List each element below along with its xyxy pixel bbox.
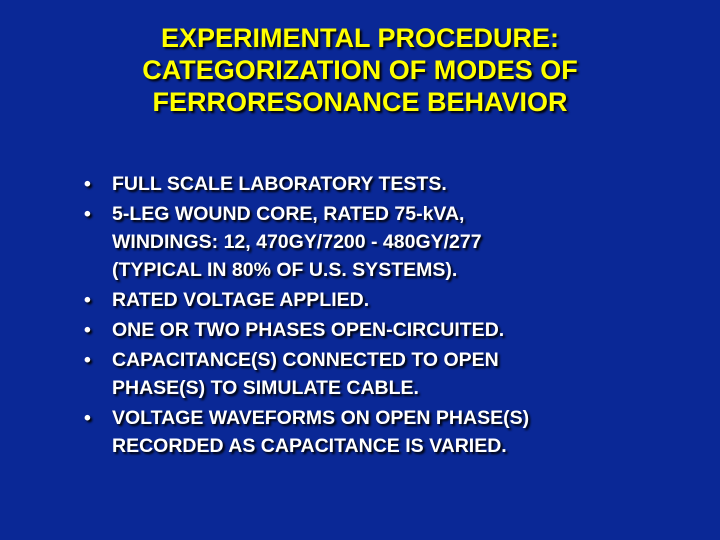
bullet-text: WINDINGS: 12, 470GY/7200 - 480GY/277 <box>112 231 482 253</box>
bullet-dot-icon: • <box>84 319 91 341</box>
bullet-dot-icon: • <box>84 349 91 371</box>
title-line-2: CATEGORIZATION OF MODES OF <box>142 55 578 85</box>
bullet-text: (TYPICAL IN 80% OF U.S. SYSTEMS). <box>112 259 458 281</box>
bullet-item-open-circuited <box>84 316 702 344</box>
bullet-dot-icon: • <box>84 173 91 195</box>
bullet-text: 5-LEG WOUND CORE, RATED 75-kVA, <box>112 203 465 225</box>
bullet-item-wound-core <box>84 200 702 284</box>
bullet-item-voltage-waveforms <box>84 404 702 460</box>
bullet-text: RATED VOLTAGE APPLIED. <box>112 289 370 311</box>
bullet-text: ONE OR TWO PHASES OPEN-CIRCUITED. <box>112 319 505 341</box>
bullet-text: PHASE(S) TO SIMULATE CABLE. <box>112 377 419 399</box>
bullet-text: VOLTAGE WAVEFORMS ON OPEN PHASE(S) <box>112 407 530 429</box>
bullet-item-full-scale-tests <box>84 170 702 198</box>
bullet-dot-icon: • <box>84 407 91 429</box>
bullet-item-rated-voltage <box>84 286 702 314</box>
bullet-dot-icon: • <box>84 289 91 311</box>
slide-title <box>40 22 680 118</box>
bullet-text: RECORDED AS CAPACITANCE IS VARIED. <box>112 435 507 457</box>
title-line-1: EXPERIMENTAL PROCEDURE: <box>160 23 560 53</box>
bullet-item-capacitance <box>84 346 702 402</box>
title-line-3: FERRORESONANCE BEHAVIOR <box>152 87 568 117</box>
bullet-dot-icon: • <box>84 203 91 225</box>
bullet-text: CAPACITANCE(S) CONNECTED TO OPEN <box>112 349 499 371</box>
bullet-list <box>84 170 702 462</box>
bullet-text: FULL SCALE LABORATORY TESTS. <box>112 173 447 195</box>
